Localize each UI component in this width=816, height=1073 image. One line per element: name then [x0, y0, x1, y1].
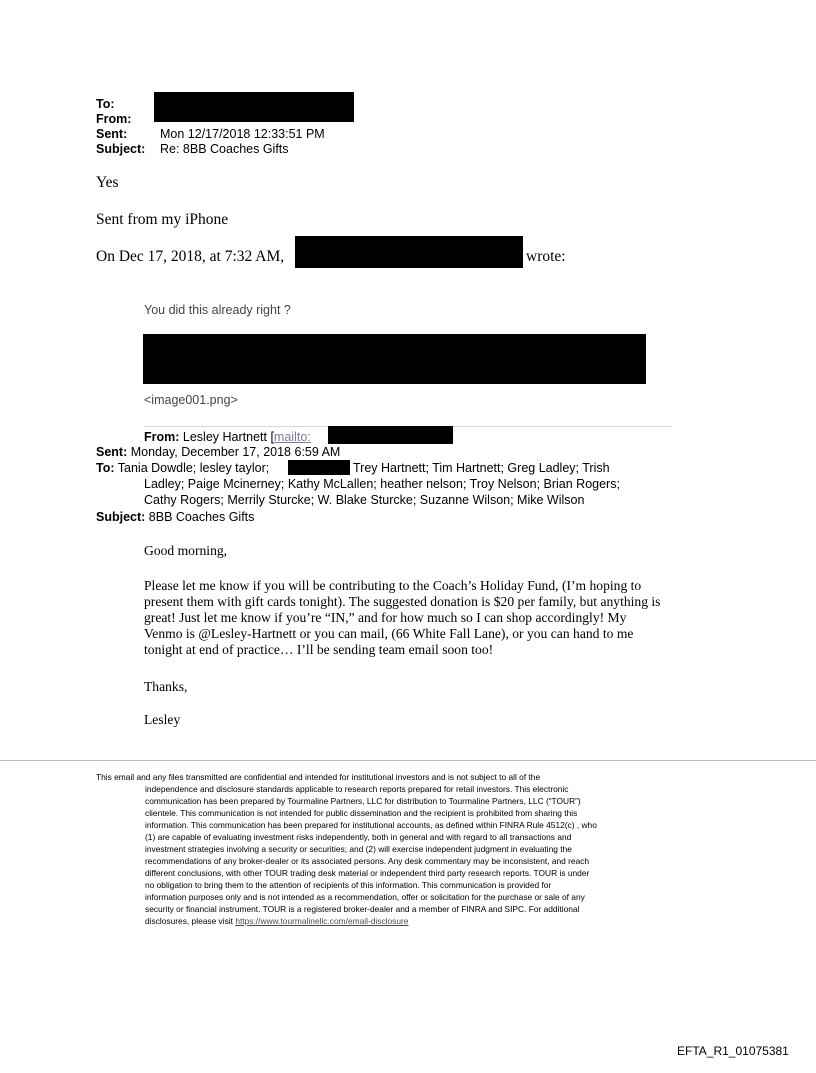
- disclaimer-line: independence and disclosure standards applicable to research reports prepared for retail investors. This electronic: [145, 784, 569, 794]
- redaction-box: [154, 92, 354, 122]
- fwd-to-value-2: Ladley; Paige Mcinerney; Kathy McLallen; heather nelson; Troy Nelson; Brian Rogers;: [144, 477, 620, 491]
- fwd-subject-value: 8BB Coaches Gifts: [148, 510, 255, 524]
- fwd-subject-label: Subject:: [96, 510, 146, 524]
- to-label: To:: [96, 97, 115, 111]
- disclaimer-line: (1) are capable of evaluating investment risks independently, both in general and with regard to all transactions and: [145, 832, 572, 842]
- fwd-to-value-1a: Tania Dowdle; lesley taylor;: [117, 461, 270, 475]
- disclaimer-line: information purposes only and is not intended as a recommendation, offer or solicitation for the purchase or sale of any: [145, 892, 585, 902]
- from-label: From:: [96, 112, 132, 126]
- fwd-sent-label: Sent:: [96, 445, 128, 459]
- fwd-to-line: [96, 460, 269, 476]
- quote-prefix: On Dec 17, 2018, at 7:32 AM,: [96, 248, 285, 265]
- fwd-subject-line: [96, 509, 254, 525]
- greeting: Good morning,: [144, 543, 228, 558]
- disclaimer-divider: [0, 760, 816, 761]
- disclaimer-last-prefix: disclosures, please visit: [145, 916, 236, 926]
- subject-value: Re: 8BB Coaches Gifts: [160, 142, 289, 156]
- sent-label: Sent:: [96, 127, 128, 141]
- quoted-question: You did this already right ?: [144, 303, 291, 317]
- message-paragraph: [144, 578, 684, 658]
- reply-signature: Sent from my iPhone: [96, 211, 229, 228]
- disclaimer-line: information. This communication has been prepared for institutional accounts, as defined within FINRA Rule 4512(c) , who: [145, 820, 597, 830]
- paragraph-line: Please let me know if you will be contributing to the Coach’s Holiday Fund, (I’m hoping to: [144, 578, 642, 593]
- disclaimer-line: communication has been prepared by Tourmaline Partners, LLC for distribution to Tourmaline Partners, LLC (“TOUR”): [145, 796, 581, 806]
- subject-label: Subject:: [96, 142, 146, 156]
- disclosure-link[interactable]: https://www.tourmalinellc.com/email-disclosure: [235, 916, 409, 926]
- redaction-box: [328, 426, 453, 444]
- reply-body: Yes: [96, 174, 119, 191]
- fwd-from-line: [144, 429, 311, 445]
- disclaimer-body: [145, 783, 597, 927]
- redaction-box: [288, 460, 350, 475]
- document-id: EFTA_R1_01075381: [677, 1044, 789, 1058]
- mailto-link[interactable]: mailto:: [273, 430, 311, 444]
- paragraph-line: great! Just let me know if you’re “IN,” and for how much so I can shop accordingly! My: [144, 610, 627, 625]
- disclaimer-line: recommendations of any broker-dealer or its associated persons. Any desk commentary may be inconsistent, and reach: [145, 856, 590, 866]
- disclaimer-line: clientele. This communication is not intended for public dissemination and the recipient is prohibited from sharing this: [145, 808, 578, 818]
- fwd-from-value: Lesley Hartnett [: [182, 430, 274, 444]
- fwd-to-value-3: Cathy Rogers; Merrily Sturcke; W. Blake Sturcke; Suzanne Wilson; Mike Wilson: [144, 493, 585, 507]
- fwd-from-label: From:: [144, 430, 180, 444]
- closing: Thanks,: [144, 679, 188, 694]
- sent-value: Mon 12/17/2018 12:33:51 PM: [160, 127, 325, 141]
- signer-name: Lesley: [144, 712, 181, 727]
- disclaimer-line: This email and any files transmitted are confidential and intended for institutional investors and is not subject to all of the: [96, 772, 541, 782]
- disclaimer-line: different conclusions, with other TOUR trading desk material or independent third party research reports. TOUR is under: [145, 868, 590, 878]
- disclaimer-line: security or financial instrument. TOUR is a registered broker-dealer and a member of FINRA and SIPC. For additional: [145, 904, 580, 914]
- disclaimer-last-line: [145, 915, 597, 927]
- image-reference: <image001.png>: [144, 393, 238, 407]
- fwd-sent-line: [96, 444, 340, 460]
- redaction-box: [295, 236, 523, 268]
- paragraph-line: tonight at end of practice… I’ll be sending team email soon too!: [144, 642, 494, 657]
- redaction-box: [143, 334, 646, 384]
- quote-suffix: wrote:: [526, 248, 566, 265]
- fwd-sent-value: Monday, December 17, 2018 6:59 AM: [130, 445, 341, 459]
- fwd-to-value-1b: Trey Hartnett; Tim Hartnett; Greg Ladley; Trish: [353, 461, 610, 475]
- disclaimer-line: no obligation to bring them to the attention of recipients of this information. This communication is provided for: [145, 880, 552, 890]
- fwd-to-label: To:: [96, 461, 115, 475]
- disclaimer-line: investment strategies involving a security or securities; and (2) will exercise independent judgment in evaluating the: [145, 844, 572, 854]
- paragraph-line: present them with gift cards tonight). The suggested donation is $20 per family, but anything is: [144, 594, 661, 609]
- paragraph-line: Venmo is @Lesley-Hartnett or you can mail, (66 White Fall Lane), or you can hand to me: [144, 626, 634, 641]
